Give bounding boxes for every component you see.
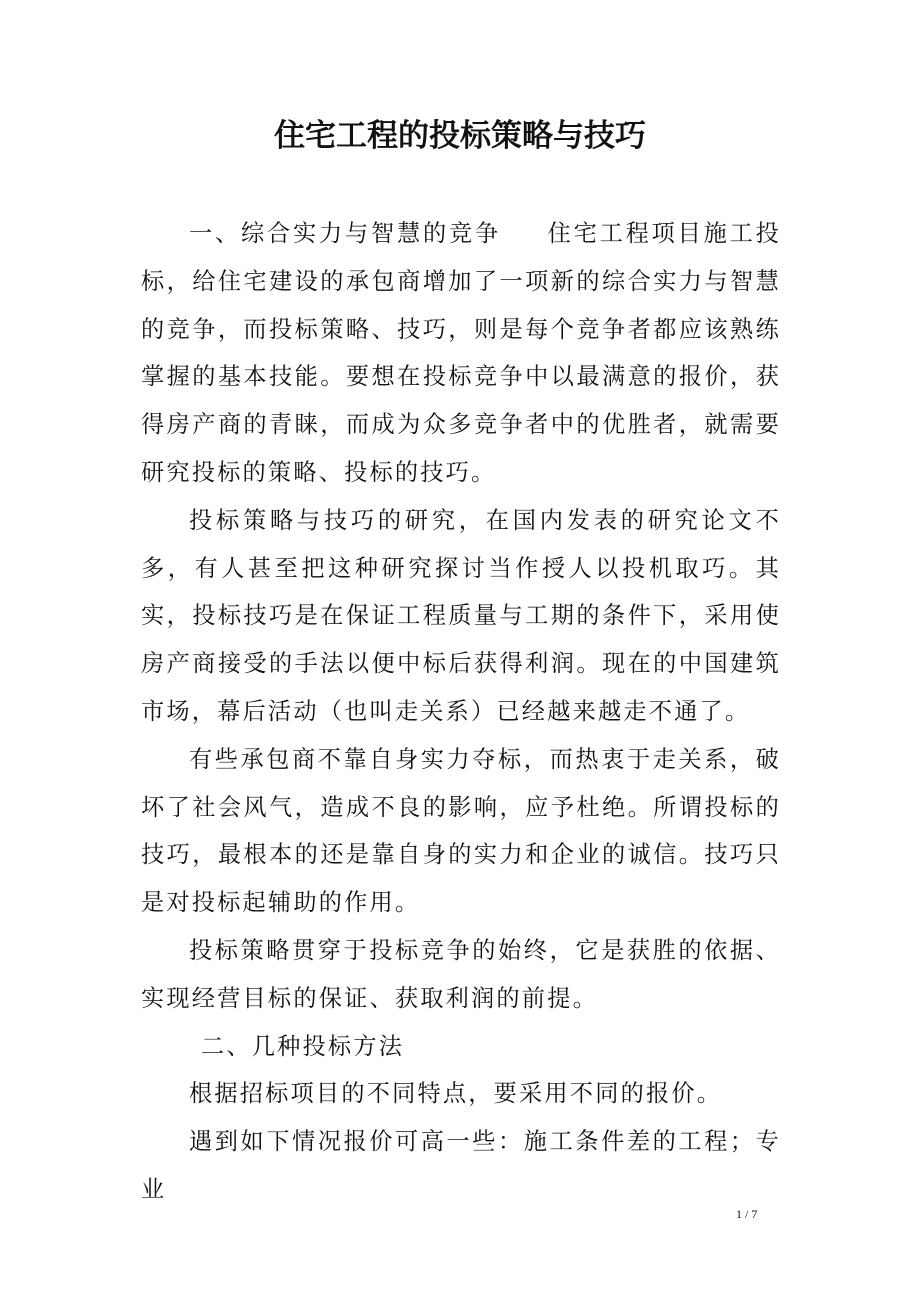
paragraph-4: 投标策略贯穿于投标竞争的始终，它是获胜的依据、实现经营目标的保证、获取利润的前提。 (141, 936, 781, 1012)
paragraph-intro (141, 210, 781, 497)
paragraph-5: 根据招标项目的不同特点，要采用不同的报价。 (189, 1080, 723, 1108)
document-body (141, 210, 781, 1214)
paragraph-6: 遇到如下情况报价可高一些：施工条件差的工程；专业 (141, 1128, 781, 1203)
page-number: 1 / 7 (736, 1207, 758, 1221)
section-heading-2: 二、几种投标方法 (201, 1032, 405, 1060)
paragraph-1-text: 住宅工程项目施工投标，给住宅建设的承包商增加了一项新的综合实力与智慧的竞争，而投标策略、技巧，则是每个竞争者都应该熟练掌握的基本技能。要想在投标竞争中以最满意的报价，获得房产商的青睐，而成为众多竞争者中的优胜者，就需要研究投标的策略、投标的技巧。 (141, 220, 781, 486)
section-heading-1: 一、综合实力与智慧的竞争 (189, 220, 501, 247)
paragraph-3: 有些承包商不靠自身实力夺标，而热衷于走关系，破坏了社会风气，造成不良的影响，应予杜绝。所谓投标的技巧，最根本的还是靠自身的实力和企业的诚信。技巧只是对投标起辅助的作用。 (141, 745, 781, 917)
document-title: 住宅工程的投标策略与技巧 (274, 118, 646, 154)
paragraph-2: 投标策略与技巧的研究，在国内发表的研究论文不多，有人甚至把这种研究探讨当作授人以投机取巧。其实，投标技巧是在保证工程质量与工期的条件下，采用使房产商接受的手法以便中标后获得利润。现在的中国建筑市场，幕后活动（也叫走关系）已经越来越走不通了。 (141, 506, 781, 725)
